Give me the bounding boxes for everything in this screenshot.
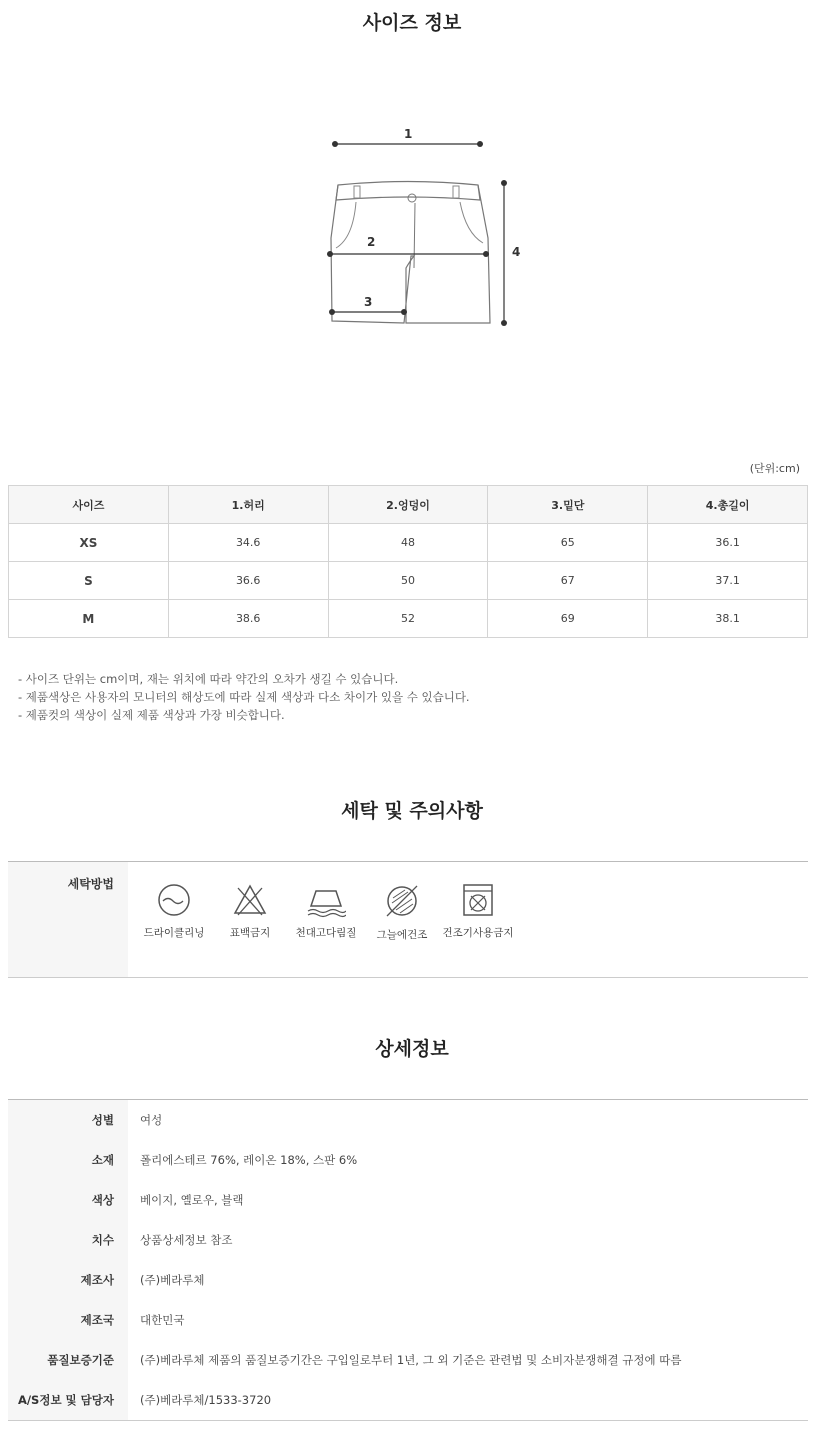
detail-value: (주)베라루체/1533-3720: [140, 1393, 272, 1407]
detail-value: (주)베라루체: [140, 1273, 205, 1287]
detail-value: 대한민국: [140, 1313, 185, 1327]
shade-dry-icon: [383, 882, 421, 920]
hem-col-header: 3.밑단: [488, 486, 648, 524]
table-row: [8, 1380, 808, 1421]
table-row: [8, 1220, 808, 1260]
size-cell: XS: [9, 524, 169, 562]
no-bleach-icon: [232, 882, 268, 918]
detail-label: 색상: [8, 1180, 128, 1220]
table-row: [8, 1340, 808, 1380]
hip-cell: 52: [328, 600, 488, 638]
table-row: [9, 562, 808, 600]
hem-cell: 69: [488, 600, 648, 638]
size-cell: M: [9, 600, 169, 638]
hip-cell: 50: [328, 562, 488, 600]
detail-label: 소재: [8, 1140, 128, 1180]
wash-caption: 드라이클리닝: [143, 927, 205, 939]
wash-item-no-tumble-dry: [433, 882, 523, 940]
hem-cell: 65: [488, 524, 648, 562]
detail-value: 베이지, 옐로우, 블랙: [140, 1193, 244, 1207]
detail-label: 제조국: [8, 1300, 128, 1340]
length-cell: 38.1: [648, 600, 808, 638]
waist-cell: 38.6: [168, 600, 328, 638]
waist-cell: 36.6: [168, 562, 328, 600]
detail-value: (주)베라루체 제품의 품질보증기간은 구입일로부터 1년, 그 외 기준은 관련법 및 소비자분쟁해결 규정에 따름: [140, 1353, 682, 1367]
size-col-header: 사이즈: [9, 486, 169, 524]
detail-info-table: [8, 1099, 808, 1421]
dim-label-2: 2: [367, 235, 376, 249]
dim-label-3: 3: [364, 295, 373, 309]
wash-caption: 표백금지: [229, 927, 271, 939]
size-note: - 사이즈 단위는 cm이며, 재는 위치에 따라 약간의 오차가 생길 수 있습니다.: [18, 672, 399, 686]
table-row: [8, 1100, 808, 1141]
hem-cell: 67: [488, 562, 648, 600]
size-table: [8, 485, 808, 638]
shorts-measurement-diagram: [318, 118, 528, 338]
wash-care-title: 세탁 및 주의사항: [341, 800, 483, 822]
detail-info-title: 상세정보: [375, 1038, 449, 1060]
iron-with-cloth-icon: [306, 882, 346, 918]
size-notes: [18, 670, 470, 724]
wash-label-cell: [8, 862, 128, 977]
length-cell: 37.1: [648, 562, 808, 600]
hip-cell: 48: [328, 524, 488, 562]
size-info-title: 사이즈 정보: [362, 12, 462, 34]
table-row: [9, 600, 808, 638]
wash-method-label: 세탁방법: [67, 877, 114, 891]
wash-caption: 건조기사용금지: [442, 927, 514, 939]
wash-care-panel: [8, 861, 808, 978]
table-row: [8, 1140, 808, 1180]
detail-value: 폴리에스테르 76%, 레이온 18%, 스판 6%: [140, 1153, 358, 1167]
detail-value: 여성: [140, 1113, 163, 1127]
detail-label: A/S정보 및 담당자: [8, 1380, 128, 1421]
dim-label-1: 1: [404, 127, 413, 141]
no-tumble-dry-icon: [460, 882, 496, 918]
waist-col-header: 1.허리: [168, 486, 328, 524]
detail-label: 성별: [8, 1100, 128, 1141]
table-row: [8, 1300, 808, 1340]
table-row: [8, 1260, 808, 1300]
table-row: [8, 1180, 808, 1220]
length-cell: 36.1: [648, 524, 808, 562]
table-row: [9, 524, 808, 562]
dry-clean-icon: [156, 882, 192, 918]
detail-label: 치수: [8, 1220, 128, 1260]
detail-label: 품질보증기준: [8, 1340, 128, 1380]
waist-cell: 34.6: [168, 524, 328, 562]
detail-value: 상품상세정보 참조: [140, 1233, 233, 1247]
size-cell: S: [9, 562, 169, 600]
size-unit-label: (단위:cm): [749, 462, 800, 475]
wash-caption: 그늘에건조: [376, 929, 428, 941]
size-note: - 제품색상은 사용자의 모니터의 해상도에 따라 실제 색상과 다소 차이가 있을 수 있습니다.: [18, 690, 470, 704]
length-col-header: 4.총길이: [648, 486, 808, 524]
detail-label: 제조사: [8, 1260, 128, 1300]
wash-caption: 천대고다림질: [295, 927, 357, 939]
dim-label-4: 4: [512, 245, 521, 259]
size-table-header-row: [9, 486, 808, 524]
hip-col-header: 2.엉덩이: [328, 486, 488, 524]
size-note: - 제품컷의 색상이 실제 제품 색상과 가장 비슷합니다.: [18, 708, 285, 722]
